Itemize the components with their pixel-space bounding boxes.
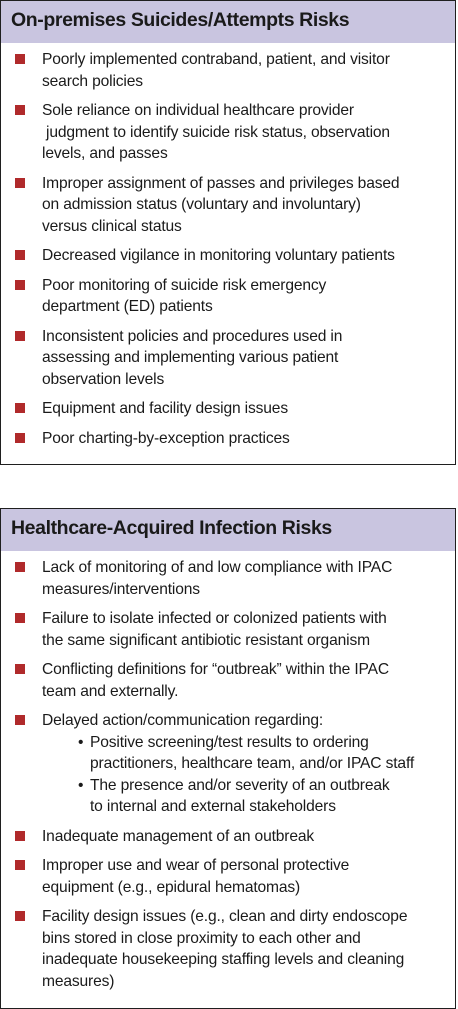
- list-item: Delayed action/communication regarding: • Positive screening/test results to ordering practitioners, healthcare team, and/or IPAC staff • The presence and/or severity of an outbreak to internal and external stakeholders: [1, 710, 455, 818]
- list-item: Equipment and facility design issues: [1, 398, 455, 420]
- square-bullet-icon: [15, 178, 25, 188]
- list-item: Facility design issues (e.g., clean and dirty endoscope bins stored in close proximity to each other and inadequate housekeeping staffing levels and cleaning measures): [1, 906, 455, 992]
- panel-title: On-premises Suicides/Attempts Risks: [1, 1, 455, 43]
- square-bullet-icon: [15, 613, 25, 623]
- list-item: Inadequate management of an outbreak: [1, 826, 455, 848]
- sub-list: [42, 732, 447, 818]
- risk-list: [1, 551, 455, 992]
- list-item: Lack of monitoring of and low compliance with IPAC measures/interventions: [1, 557, 455, 600]
- list-item: Poorly implemented contraband, patient, and visitor search policies: [1, 49, 455, 92]
- square-bullet-icon: [15, 664, 25, 674]
- square-bullet-icon: [15, 331, 25, 341]
- square-bullet-icon: [15, 860, 25, 870]
- list-item: Improper use and wear of personal protective equipment (e.g., epidural hematomas): [1, 855, 455, 898]
- list-item: Decreased vigilance in monitoring voluntary patients: [1, 245, 455, 267]
- dot-bullet-icon: •: [78, 733, 84, 751]
- dot-bullet-icon: •: [78, 776, 84, 794]
- risk-list: [1, 43, 455, 449]
- list-item: Improper assignment of passes and privileges based on admission status (voluntary and involuntary) versus clinical status: [1, 173, 455, 238]
- list-item: Sole reliance on individual healthcare provider judgment to identify suicide risk status, observation levels, and passes: [1, 100, 455, 165]
- square-bullet-icon: [15, 562, 25, 572]
- suicide-risks-panel: [0, 0, 456, 465]
- panel-title: Healthcare-Acquired Infection Risks: [1, 509, 455, 551]
- list-item: Failure to isolate infected or colonized patients with the same significant antibiotic resistant organism: [1, 608, 455, 651]
- square-bullet-icon: [15, 433, 25, 443]
- square-bullet-icon: [15, 105, 25, 115]
- list-item: Poor monitoring of suicide risk emergency department (ED) patients: [1, 275, 455, 318]
- sub-list-item: • Positive screening/test results to ordering practitioners, healthcare team, and/or IPAC staff: [78, 733, 415, 772]
- infection-risks-panel: [0, 508, 456, 1009]
- list-item: Poor charting-by-exception practices: [1, 428, 455, 450]
- square-bullet-icon: [15, 911, 25, 921]
- sub-list-item: • The presence and/or severity of an outbreak to internal and external stakeholders: [78, 776, 390, 815]
- list-item: Inconsistent policies and procedures used in assessing and implementing various patient observation levels: [1, 326, 455, 391]
- list-item: Conflicting definitions for “outbreak” within the IPAC team and externally.: [1, 659, 455, 702]
- square-bullet-icon: [15, 280, 25, 290]
- square-bullet-icon: [15, 250, 25, 260]
- square-bullet-icon: [15, 715, 25, 725]
- square-bullet-icon: [15, 54, 25, 64]
- square-bullet-icon: [15, 831, 25, 841]
- square-bullet-icon: [15, 403, 25, 413]
